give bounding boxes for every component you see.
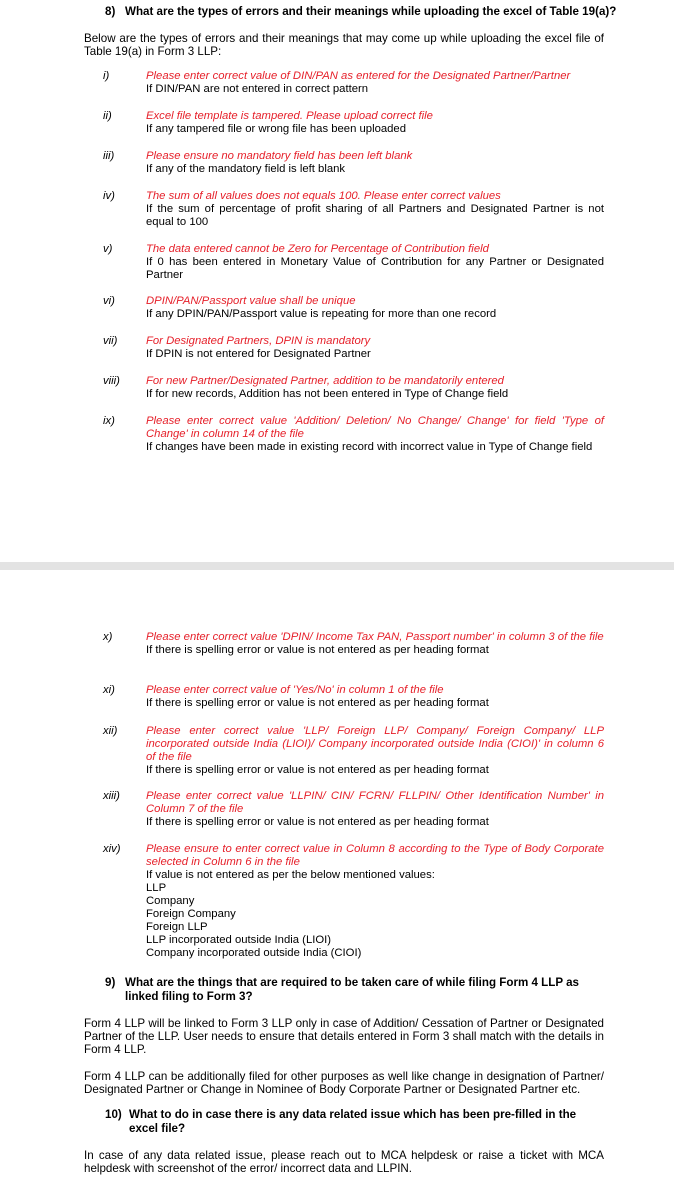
error-number: viii) <box>103 375 120 387</box>
error-number: iii) <box>103 150 115 162</box>
error-number: iv) <box>103 190 115 202</box>
error-number: xi) <box>103 684 115 696</box>
error-meaning: If there is spelling error or value is not entered as per heading format <box>146 764 489 776</box>
question-9-number: 9) <box>105 976 116 989</box>
error-meaning: If the sum of percentage of profit sharing of all Partners and Designated Partner is not equal to 100 <box>146 203 604 228</box>
error-number: ii) <box>103 110 112 122</box>
error-meaning: If there is spelling error or value is not entered as per heading format <box>146 697 489 709</box>
question-10-number: 10) <box>105 1108 122 1121</box>
error-meaning: If there is spelling error or value is not entered as per heading format <box>146 816 489 828</box>
error-meaning: If any of the mandatory field is left blank <box>146 163 346 175</box>
question-9-paragraph-1: Form 4 LLP will be linked to Form 3 LLP only in case of Addition/ Cessation of Partner or Designated Partner of the LLP. User needs to ensure that details entered in Form 3 shall match with the details in Form 4 LLP. <box>84 1017 604 1056</box>
error-message: Please enter correct value of 'Yes/No' in column 1 of the file <box>146 684 444 696</box>
error-message: Please enter correct value 'LLPIN/ CIN/ FCRN/ FLLPIN/ Other Identification Number' in Column 7 of the file <box>146 790 604 815</box>
error-message: DPIN/PAN/Passport value shall be unique <box>146 295 356 307</box>
error-message: Excel file template is tampered. Please upload correct file <box>146 110 433 122</box>
allowed-value: Company incorporated outside India (CIOI) <box>146 947 362 959</box>
question-8-intro: Below are the types of errors and their meanings that may come up while uploading the excel file of Table 19(a) in Form 3 LLP: <box>84 32 604 58</box>
error-message: Please enter correct value 'LLP/ Foreign LLP/ Company/ Foreign Company/ LLP incorporated outside India (LIOI)/ Company incorporated outside India (CIOI)' in column 6 of the file <box>146 725 604 763</box>
error-message: The data entered cannot be Zero for Percentage of Contribution field <box>146 243 489 255</box>
error-number: vii) <box>103 335 118 347</box>
error-number: ix) <box>103 415 115 427</box>
page-separator <box>0 562 674 570</box>
allowed-value: Company <box>146 895 195 907</box>
question-10-paragraph: In case of any data related issue, please reach out to MCA helpdesk or raise a ticket with MCA helpdesk with screenshot of the error/ incorrect data and LLPIN. <box>84 1149 604 1175</box>
error-message: For new Partner/Designated Partner, addition to be mandatorily entered <box>146 375 504 387</box>
error-meaning: If value is not entered as per the below mentioned values: <box>146 869 435 881</box>
allowed-value: Foreign Company <box>146 908 236 920</box>
document-page-2 <box>0 570 674 1200</box>
error-meaning: If for new records, Addition has not been entered in Type of Change field <box>146 388 509 400</box>
error-message: The sum of all values does not equals 100. Please enter correct values <box>146 190 501 202</box>
error-message: For Designated Partners, DPIN is mandatory <box>146 335 371 347</box>
error-number: vi) <box>103 295 115 307</box>
error-meaning: If changes have been made in existing record with incorrect value in Type of Change field <box>146 441 593 453</box>
error-number: i) <box>103 70 110 82</box>
allowed-value: LLP incorporated outside India (LIOI) <box>146 934 332 946</box>
error-meaning: If any tampered file or wrong file has been uploaded <box>146 123 406 135</box>
error-meaning: If 0 has been entered in Monetary Value of Contribution for any Partner or Designated Partner <box>146 256 604 281</box>
error-message: Please enter correct value 'DPIN/ Income Tax PAN, Passport number' in column 3 of the file <box>146 631 604 643</box>
error-meaning: If DPIN is not entered for Designated Partner <box>146 348 371 360</box>
question-8-title: What are the types of errors and their meanings while uploading the excel of Table 19(a)? <box>125 5 617 18</box>
error-number: x) <box>103 631 113 643</box>
error-message: Please ensure no mandatory field has been left blank <box>146 150 413 162</box>
error-number: v) <box>103 243 113 255</box>
allowed-value: LLP <box>146 882 167 894</box>
question-9-title: What are the things that are required to be taken care of while filing Form 4 LLP as linked filing to Form 3? <box>125 976 579 1003</box>
error-message: Please ensure to enter correct value in Column 8 according to the Type of Body Corporate selected in Column 6 in the file <box>146 843 604 868</box>
error-message: Please enter correct value 'Addition/ Deletion/ No Change/ Change' for field 'Type of Change' in column 14 of the file <box>146 415 604 440</box>
error-meaning: If there is spelling error or value is not entered as per heading format <box>146 644 489 656</box>
error-number: xiv) <box>103 843 121 855</box>
error-number: xii) <box>103 725 118 737</box>
error-meaning: If any DPIN/PAN/Passport value is repeating for more than one record <box>146 308 497 320</box>
error-meaning: If DIN/PAN are not entered in correct pattern <box>146 83 369 95</box>
error-message: Please enter correct value of DIN/PAN as entered for the Designated Partner/Partner <box>146 70 571 82</box>
question-8-number: 8) <box>105 5 116 18</box>
document-page-1 <box>0 0 674 562</box>
question-10-title: What to do in case there is any data related issue which has been pre-filled in the excel file? <box>129 1108 577 1135</box>
allowed-values-list <box>146 882 604 960</box>
allowed-value: Foreign LLP <box>146 921 208 933</box>
question-9-paragraph-2: Form 4 LLP can be additionally filed for other purposes as well like change in designation of Partner/ Designated Partner or Change in Nominee of Body Corporate Partner or Designated Partner etc. <box>84 1070 604 1096</box>
error-number: xiii) <box>103 790 120 802</box>
